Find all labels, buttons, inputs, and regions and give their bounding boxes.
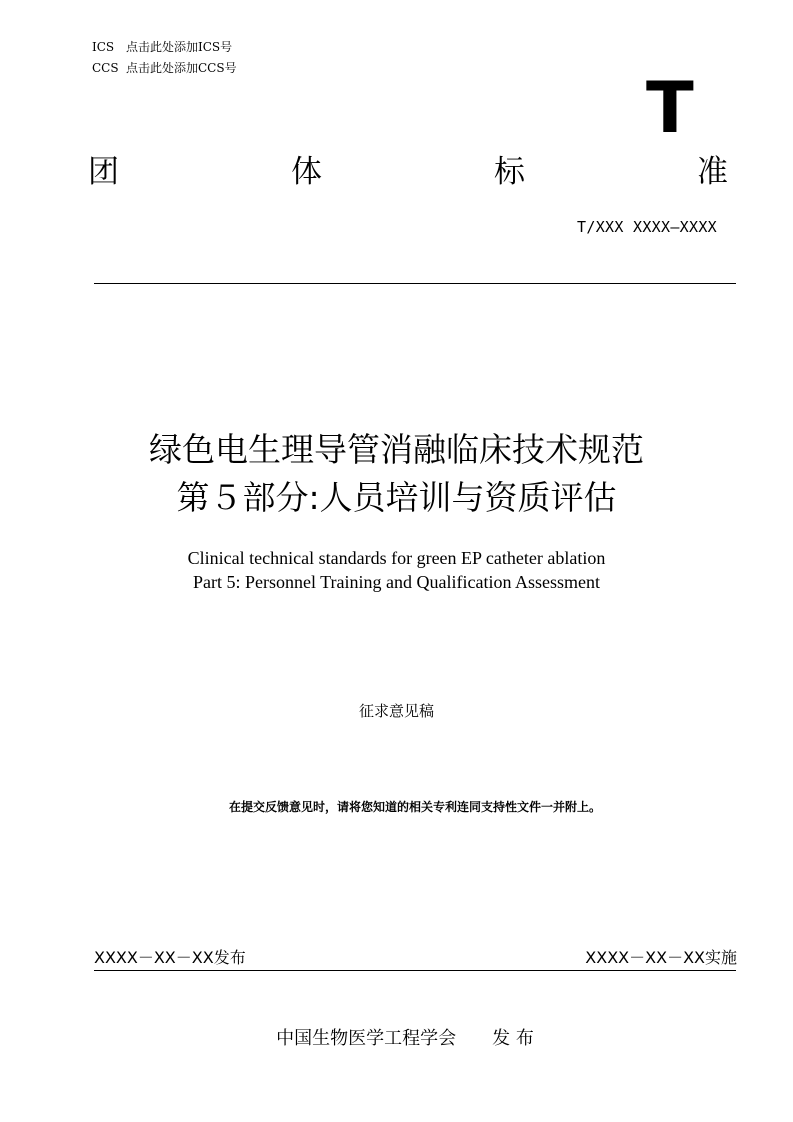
- top-divider: [94, 283, 736, 284]
- title-cn-line2: 第５部分:人员培训与资质评估: [176, 478, 617, 517]
- title-en-line1: Clinical technical standards for green EP catheter ablation: [187, 548, 606, 568]
- publisher: [0, 1024, 793, 1050]
- ics-placeholder[interactable]: 点击此处添加ICS号: [126, 40, 233, 54]
- publisher-name: 中国生物医学工程学会: [276, 1028, 457, 1049]
- ccs-code: CCS: [92, 61, 119, 75]
- standard-type: [88, 152, 728, 192]
- standard-type-char: 标: [494, 154, 525, 190]
- standard-type-char: 准: [697, 154, 728, 190]
- draft-label: 征求意见稿: [358, 702, 434, 720]
- patent-notice: 在提交反馈意见时，请将您知道的相关专利连同支持性文件一并附上。: [228, 800, 601, 814]
- publisher-action: 发 布: [492, 1028, 534, 1049]
- standard-mark: T: [646, 67, 694, 149]
- ics-code: ICS: [92, 40, 115, 54]
- implement-date: XXXX－XX－XX实施: [585, 948, 737, 967]
- standard-number: T/XXX XXXX—XXXX: [577, 218, 717, 236]
- ics-line: [92, 40, 232, 54]
- ccs-placeholder[interactable]: 点击此处添加CCS号: [126, 61, 237, 75]
- bottom-divider: [94, 970, 736, 971]
- title-en-line2: Part 5: Personnel Training and Qualification Assessment: [193, 572, 600, 592]
- title-cn-line1: 绿色电生理导管消融临床技术规范: [149, 430, 644, 469]
- standard-type-char: 团: [88, 154, 119, 190]
- publish-date: XXXX－XX－XX发布: [94, 948, 246, 967]
- ccs-line: [92, 61, 237, 75]
- standard-type-char: 体: [291, 154, 322, 190]
